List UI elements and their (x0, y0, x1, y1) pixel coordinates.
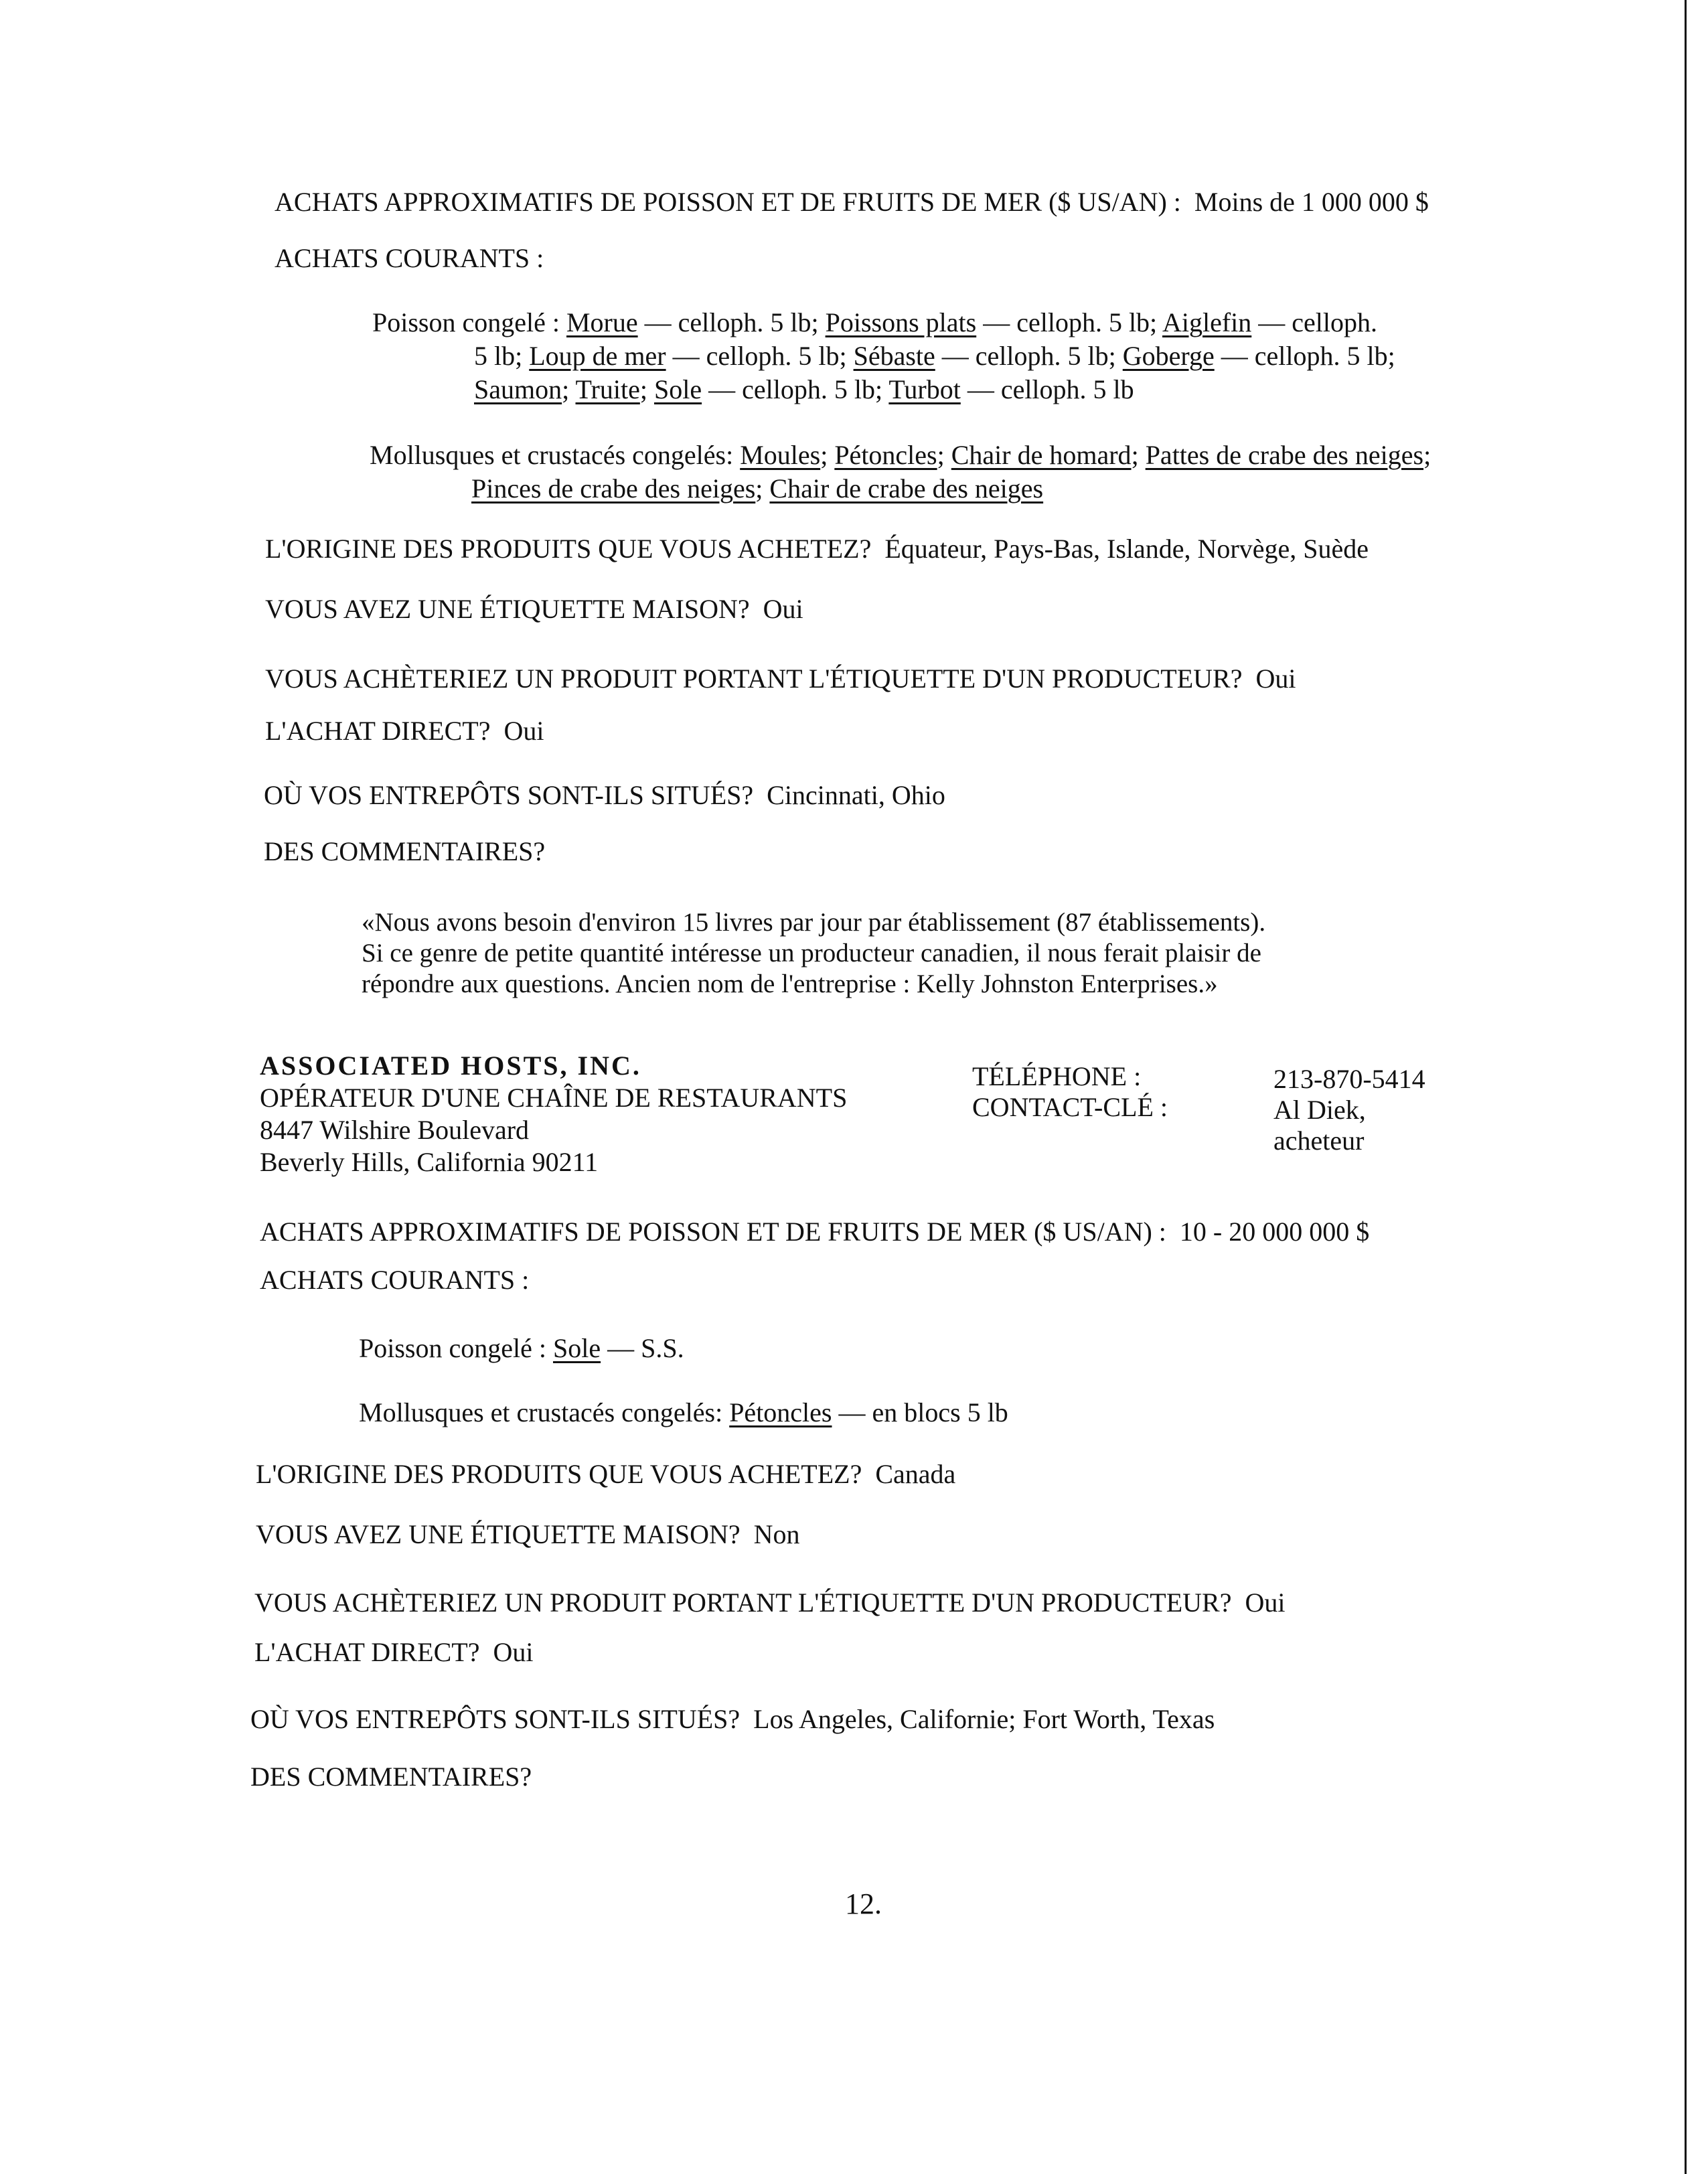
contact-label: CONTACT-CLÉ : (972, 1092, 1168, 1122)
fish-item-name: Sole (552, 1333, 601, 1363)
purchases-label: ACHATS APPROXIMATIFS DE POISSON ET DE FRUITS DE MER ($ US/AN) : (260, 1217, 1166, 1247)
fish-item-detail: — celloph. 5 lb; (702, 374, 889, 404)
frozen-fish-label: Poisson congelé : (372, 307, 560, 337)
comments-question: DES COMMENTAIRES? (250, 1762, 532, 1792)
origin-line (265, 533, 1369, 565)
producer-label-answer: Oui (1255, 664, 1296, 694)
address-line-1: 8447 Wilshire Boulevard (260, 1115, 530, 1145)
origin-answer: Équateur, Pays-Bas, Islande, Norvège, Suède (884, 534, 1369, 564)
direct-purchase-line (254, 1636, 533, 1668)
contact-title: acheteur (1273, 1125, 1365, 1156)
purchases-label: ACHATS APPROXIMATIFS DE POISSON ET DE FRUITS DE MER ($ US/AN) : (275, 187, 1181, 217)
fish-item-detail: — celloph. 5 lb (960, 374, 1134, 404)
frozen-fish-line (359, 1332, 684, 1365)
fish-item-name: Sole (653, 374, 702, 404)
house-label-line (265, 593, 803, 625)
house-label-line (256, 1519, 800, 1551)
fish-line-prefix: 5 lb; (474, 341, 530, 371)
origin-line (256, 1458, 955, 1490)
fish-item-detail: — celloph. (1251, 307, 1378, 337)
fish-item-detail: ; (639, 374, 654, 404)
shellfish-detail: — en blocs 5 lb (832, 1397, 1008, 1427)
fish-item-detail: — celloph. 5 lb; (935, 341, 1123, 371)
warehouse-answer: Cincinnati, Ohio (767, 780, 945, 810)
shellfish-item: Pinces de crabe des neiges (471, 473, 756, 503)
fish-item-detail: ; (562, 374, 576, 404)
comment-line: Si ce genre de petite quantité intéresse un producteur canadien, il nous ferait plaisir de (362, 939, 1261, 967)
producer-label-answer: Oui (1245, 1587, 1286, 1618)
frozen-fish-line-2 (474, 340, 1395, 372)
current-purchases-label: ACHATS COURANTS : (275, 243, 544, 273)
house-label-question: VOUS AVEZ UNE ÉTIQUETTE MAISON? (265, 594, 750, 624)
origin-question: L'ORIGINE DES PRODUITS QUE VOUS ACHETEZ? (256, 1459, 862, 1489)
fish-item-name: Poissons plats (825, 307, 977, 337)
fish-item-name: Goberge (1122, 341, 1215, 371)
current-purchases-label: ACHATS COURANTS : (260, 1265, 530, 1295)
fish-item-name: Morue (566, 307, 638, 337)
direct-purchase-answer: Oui (493, 1637, 534, 1667)
address-line-2: Beverly Hills, California 90211 (260, 1147, 599, 1177)
frozen-fish-label: Poisson congelé : (359, 1333, 546, 1363)
direct-purchase-question: L'ACHAT DIRECT? (254, 1637, 480, 1667)
fish-item-name: Turbot (888, 374, 961, 404)
warehouse-answer: Los Angeles, Californie; Fort Worth, Texas (753, 1704, 1215, 1734)
fish-item-name: Saumon (474, 374, 562, 404)
shellfish-item: Moules (740, 440, 821, 470)
shellfish-item: Pattes de crabe des neiges (1145, 440, 1424, 470)
fish-item-name: Sébaste (853, 341, 935, 371)
fish-item-name: Loup de mer (529, 341, 666, 371)
shellfish-label: Mollusques et crustacés congelés: (370, 440, 734, 470)
frozen-fish-line-1 (372, 307, 1377, 339)
fish-item-detail: — celloph. 5 lb; (637, 307, 826, 337)
warehouse-question: OÙ VOS ENTREPÔTS SONT-ILS SITUÉS? (264, 780, 754, 810)
shellfish-item: Chair de homard (951, 440, 1132, 470)
shellfish-line-2: Pinces de crabe des neiges; Chair de crabe des neiges (471, 473, 1044, 503)
fish-item-name: Aiglefin (1162, 307, 1252, 337)
scan-edge-line (1685, 0, 1687, 2174)
producer-label-line (254, 1587, 1286, 1619)
origin-answer: Canada (875, 1459, 956, 1489)
fish-item-detail: — celloph. 5 lb; (976, 307, 1162, 337)
house-label-answer: Oui (763, 594, 803, 624)
house-label-answer: Non (753, 1519, 800, 1549)
fish-item-detail: — celloph. 5 lb; (1214, 341, 1395, 371)
direct-purchase-answer: Oui (503, 716, 544, 746)
fish-item-detail: — celloph. 5 lb; (666, 341, 854, 371)
comment-line: répondre aux questions. Ancien nom de l'entreprise : Kelly Johnston Enterprises.» (362, 969, 1218, 998)
producer-label-question: VOUS ACHÈTERIEZ UN PRODUIT PORTANT L'ÉTIQUETTE D'UN PRODUCTEUR? (254, 1587, 1232, 1618)
producer-label-line (265, 663, 1296, 695)
phone-label: TÉLÉPHONE : (972, 1061, 1142, 1091)
shellfish-line-1: Mollusques et crustacés congelés: Moules; Pétoncles; Chair de homard; Pattes de crabe des neiges; (370, 440, 1431, 470)
contact-name: Al Diek, (1273, 1095, 1366, 1125)
shellfish-item: Pétoncles (834, 440, 937, 470)
page-number: 12. (845, 1887, 882, 1920)
origin-question: L'ORIGINE DES PRODUITS QUE VOUS ACHETEZ? (265, 534, 872, 564)
shellfish-item: Chair de crabe des neiges (769, 473, 1044, 503)
warehouse-line (250, 1703, 1215, 1735)
purchases-line-1 (275, 186, 1429, 218)
direct-purchase-line (265, 715, 544, 747)
direct-purchase-question: L'ACHAT DIRECT? (265, 716, 491, 746)
fish-item-detail: — S.S. (601, 1333, 684, 1363)
purchases-value: 10 - 20 000 000 $ (1179, 1217, 1370, 1247)
warehouse-line (264, 779, 945, 811)
company-type: OPÉRATEUR D'UNE CHAÎNE DE RESTAURANTS (260, 1083, 848, 1113)
warehouse-question: OÙ VOS ENTREPÔTS SONT-ILS SITUÉS? (250, 1704, 741, 1734)
frozen-fish-line-3 (474, 374, 1134, 406)
purchases-line-2 (260, 1216, 1369, 1248)
shellfish-line (359, 1397, 1008, 1429)
producer-label-question: VOUS ACHÈTERIEZ UN PRODUIT PORTANT L'ÉTIQUETTE D'UN PRODUCTEUR? (265, 664, 1243, 694)
company-name: ASSOCIATED HOSTS, INC. (260, 1051, 641, 1081)
phone-number: 213-870-5414 (1273, 1064, 1425, 1094)
shellfish-label: Mollusques et crustacés congelés: (359, 1397, 723, 1427)
house-label-question: VOUS AVEZ UNE ÉTIQUETTE MAISON? (256, 1519, 741, 1549)
fish-item-name: Truite (575, 374, 640, 404)
comments-question: DES COMMENTAIRES? (264, 836, 546, 866)
comment-line: «Nous avons besoin d'environ 15 livres par jour par établissement (87 établissements). (362, 908, 1266, 937)
purchases-value: Moins de 1 000 000 $ (1194, 187, 1429, 217)
shellfish-item: Pétoncles (729, 1397, 832, 1427)
